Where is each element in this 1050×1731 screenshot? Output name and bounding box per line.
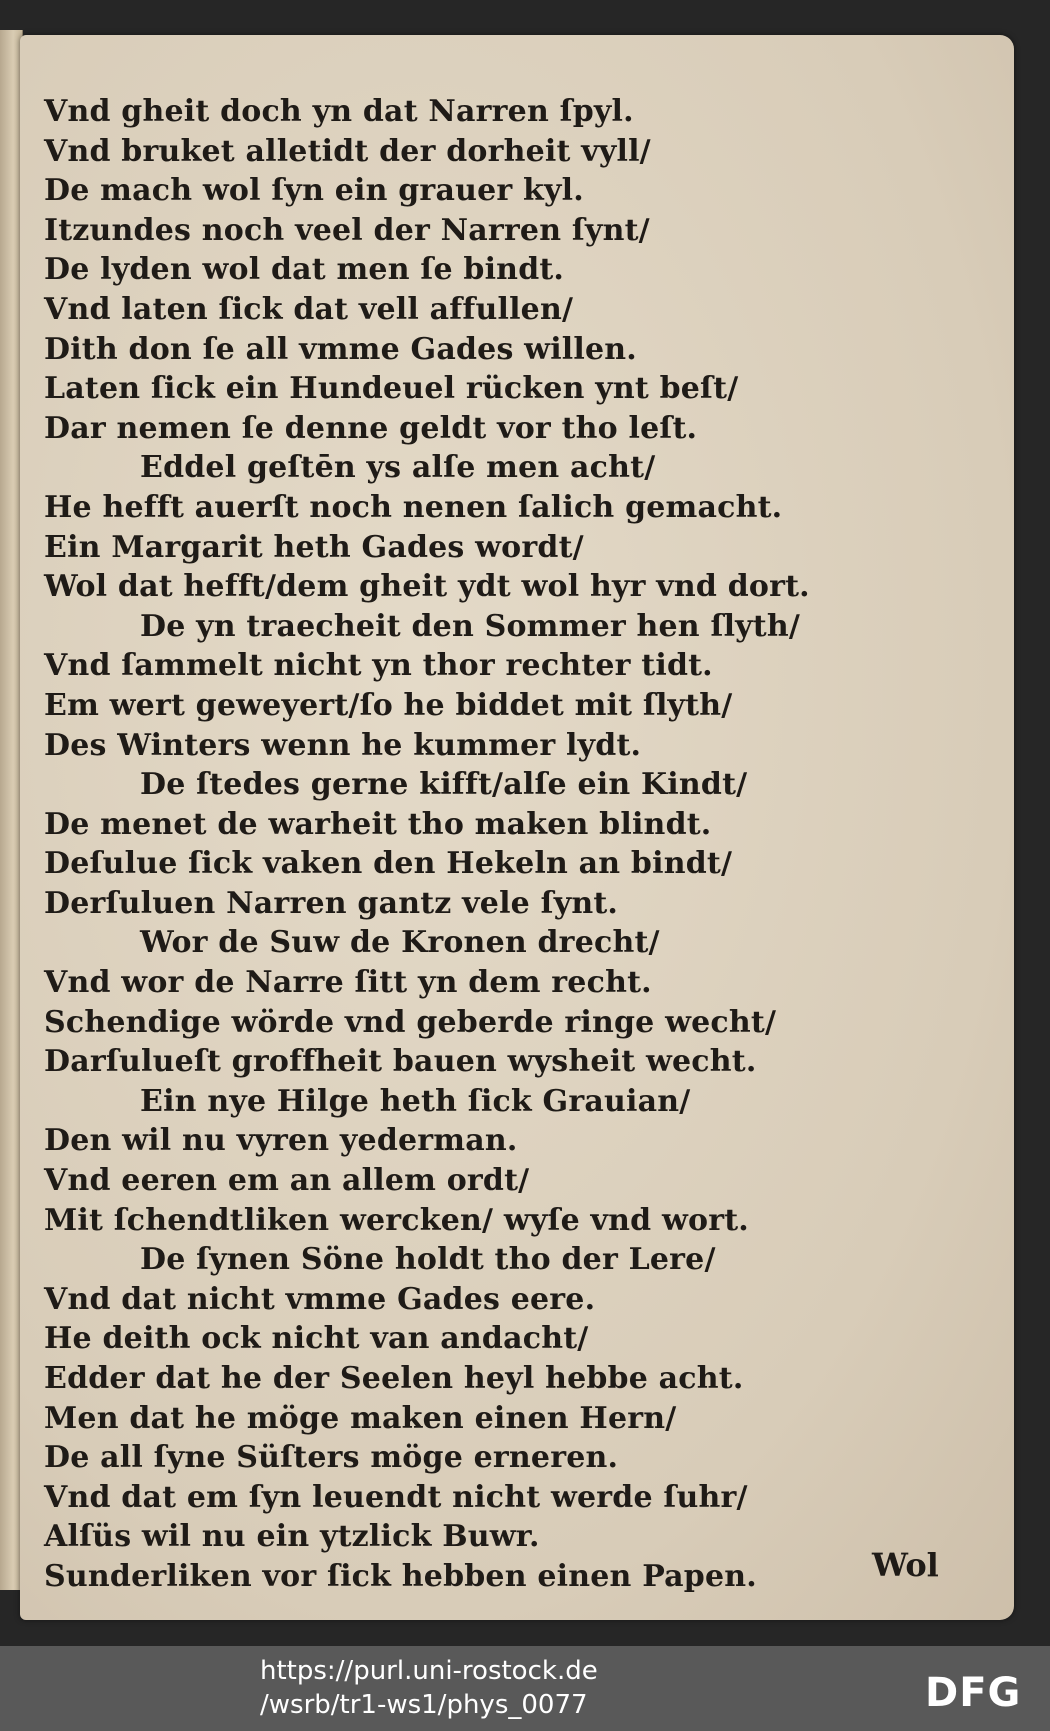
- text-line: Wor de Suw de Kronen drecht/: [140, 925, 660, 961]
- dfg-logo: DFG: [925, 1670, 1022, 1716]
- text-line: De menet de warheit tho maken blindt.: [44, 806, 712, 842]
- text-line: He deith ock nicht van andacht/: [44, 1321, 589, 1357]
- footer-bar: [0, 1646, 1050, 1731]
- text-line: Ein nye Hilge heth ſick Grauian/: [140, 1083, 691, 1119]
- text-line: He hefft auerſt noch nenen ſalich gemacht.: [44, 489, 783, 525]
- text-line: Dar nemen ſe denne geldt vor tho leſt.: [44, 410, 698, 446]
- permalink-line-2: /wsrb/tr1-ws1/phys_0077: [260, 1690, 588, 1720]
- text-line: Derſuluen Narren gantz vele ſynt.: [44, 885, 619, 921]
- permalink[interactable]: [260, 1654, 680, 1722]
- text-line: De all ſyne Süſters möge erneren.: [44, 1440, 619, 1476]
- text-line: Den wil nu vyren yederman.: [44, 1123, 518, 1159]
- text-line: Alſüs wil nu ein ytzlick Buwr.: [44, 1519, 540, 1555]
- text-line: Vnd gheit doch yn dat Narren ſpyl.: [44, 94, 634, 129]
- text-line: Vnd bruket alletidt der dorheit vyll/: [44, 133, 651, 169]
- text-line: Itzundes noch veel der Narren ſynt/: [44, 212, 650, 248]
- text-line: Vnd ſammelt nicht yn thor rechter tidt.: [44, 648, 713, 684]
- text-line: Darſulueſt groffheit bauen wysheit wecht.: [44, 1044, 757, 1080]
- text-line: De ſynen Söne holdt tho der Lere/: [140, 1242, 716, 1278]
- text-line: Laten ſick ein Hundeuel rücken ynt beſt/: [44, 371, 739, 407]
- text-line: De yn traecheit den Sommer hen ſlyth/: [140, 608, 801, 644]
- text-line: Vnd laten ſick dat vell affullen/: [44, 291, 574, 327]
- text-line: De lyden wol dat men ſe bindt.: [44, 252, 565, 288]
- text-line: De ſtedes gerne kifft/alſe ein Kindt/: [140, 767, 748, 803]
- text-line: Schendige wörde vnd geberde ringe wecht/: [44, 1004, 777, 1040]
- text-line: Sunderliken vor ſick hebben einen Papen.: [44, 1558, 757, 1594]
- text-line: Wol dat hefft/dem gheit ydt wol hyr vnd dort.: [44, 569, 810, 605]
- text-line: Vnd dat nicht vmme Gades eere.: [44, 1281, 596, 1317]
- text-line: Dith don ſe all vmme Gades willen.: [44, 331, 637, 367]
- text-line: Eddel geſtēn ys alſe men acht/: [140, 450, 656, 486]
- text-line: Men dat he möge maken einen Hern/: [44, 1400, 677, 1436]
- text-line: Em wert geweyert/ſo he biddet mit ſlyth/: [44, 687, 733, 723]
- text-line: Des Winters wenn he kummer lydt.: [44, 727, 642, 763]
- text-line: De mach wol ſyn ein grauer kyl.: [44, 173, 584, 209]
- text-line: Deſulue ſick vaken den Hekeln an bindt/: [44, 846, 733, 882]
- permalink-line-1: https://purl.uni-rostock.de: [260, 1656, 598, 1686]
- text-line: Edder dat he der Seelen heyl hebbe acht.: [44, 1361, 744, 1396]
- poem-text: [44, 92, 984, 1597]
- book-page: [20, 35, 1014, 1620]
- text-line: Vnd wor de Narre ſitt yn dem recht.: [44, 965, 652, 1001]
- text-line: Ein Margarit heth Gades wordt/: [44, 529, 584, 565]
- catchword: Wol: [872, 1546, 939, 1584]
- text-line: Vnd eeren em an allem ordt/: [44, 1163, 530, 1199]
- text-line: Vnd dat em ſyn leuendt nicht werde ſuhr/: [44, 1479, 748, 1515]
- text-line: Mit ſchendtliken wercken/ wyſe vnd wort.: [44, 1202, 749, 1238]
